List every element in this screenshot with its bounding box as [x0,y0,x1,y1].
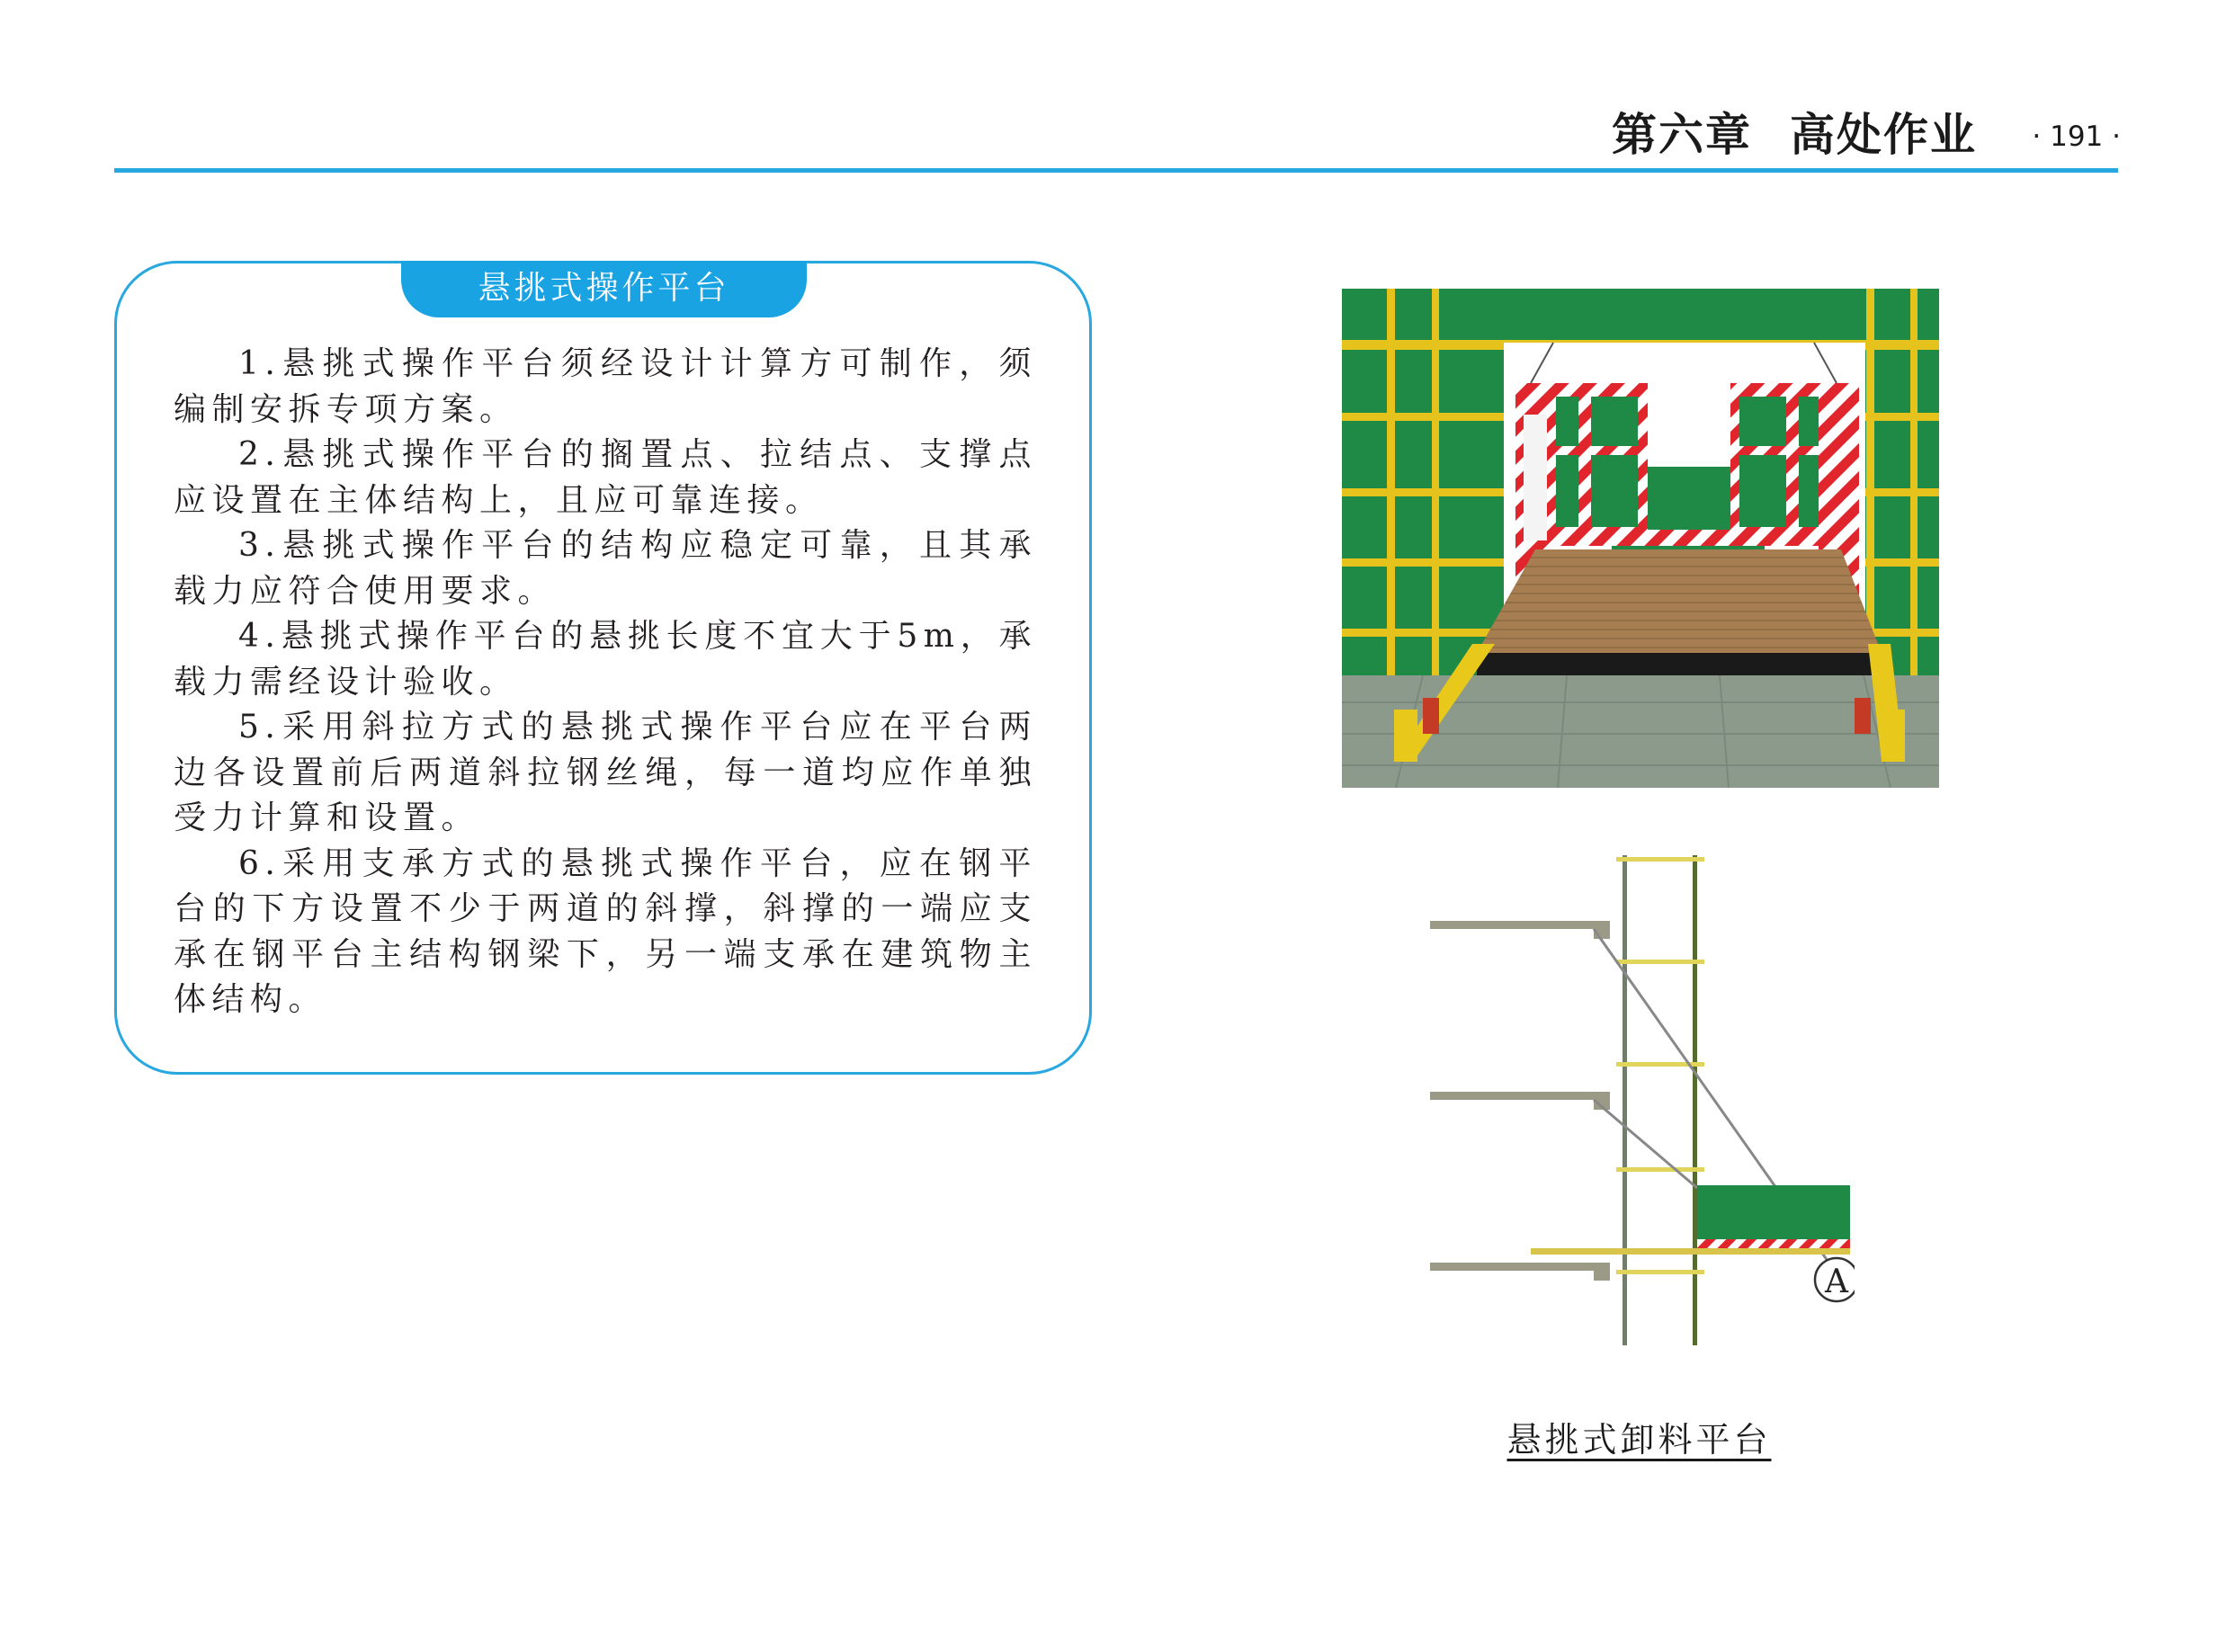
requirement-item-1: 1.悬挑式操作平台须经设计计算方可制作，须编制安拆专项方案。 [174,345,1037,428]
chapter-heading [1612,99,1977,164]
requirement-item-5: 5.采用斜拉方式的悬挑式操作平台应在平台两边各设置前后两道斜拉钢丝绳，每一道均应作单独受力计算和设置。 [174,709,1037,836]
section-diagram [1423,851,1855,1354]
requirement-item-2: 2.悬挑式操作平台的搁置点、拉结点、支撑点应设置在主体结构上，且应可靠连接。 [174,436,1037,519]
detail-marker-label: A [1825,1264,1848,1300]
requirement-item-3: 3.悬挑式操作平台的结构应稳定可靠，且其承载力应符合使用要求。 [174,527,1037,610]
panel-body [174,342,1037,1023]
platform-illustration [1342,289,1939,788]
header-divider [114,168,2118,173]
figure-caption: 悬挑式卸料平台 [1506,1420,1772,1460]
requirement-item-6: 6.采用支承方式的悬挑式操作平台，应在钢平台的下方设置不少于两道的斜撑，斜撑的一端应支承在钢平台主结构钢梁下，另一端支承在建筑物主体结构。 [174,844,1037,1018]
panel-heading: 悬挑式操作平台 [401,261,807,317]
requirement-item-4: 4.悬挑式操作平台的悬挑长度不宜大于5m，承载力需经设计验收。 [174,618,1037,701]
page-number: · 191 · [2032,121,2121,153]
chapter-title: 高处作业 [1790,109,1977,161]
chapter-number: 第六章 [1612,109,1752,161]
